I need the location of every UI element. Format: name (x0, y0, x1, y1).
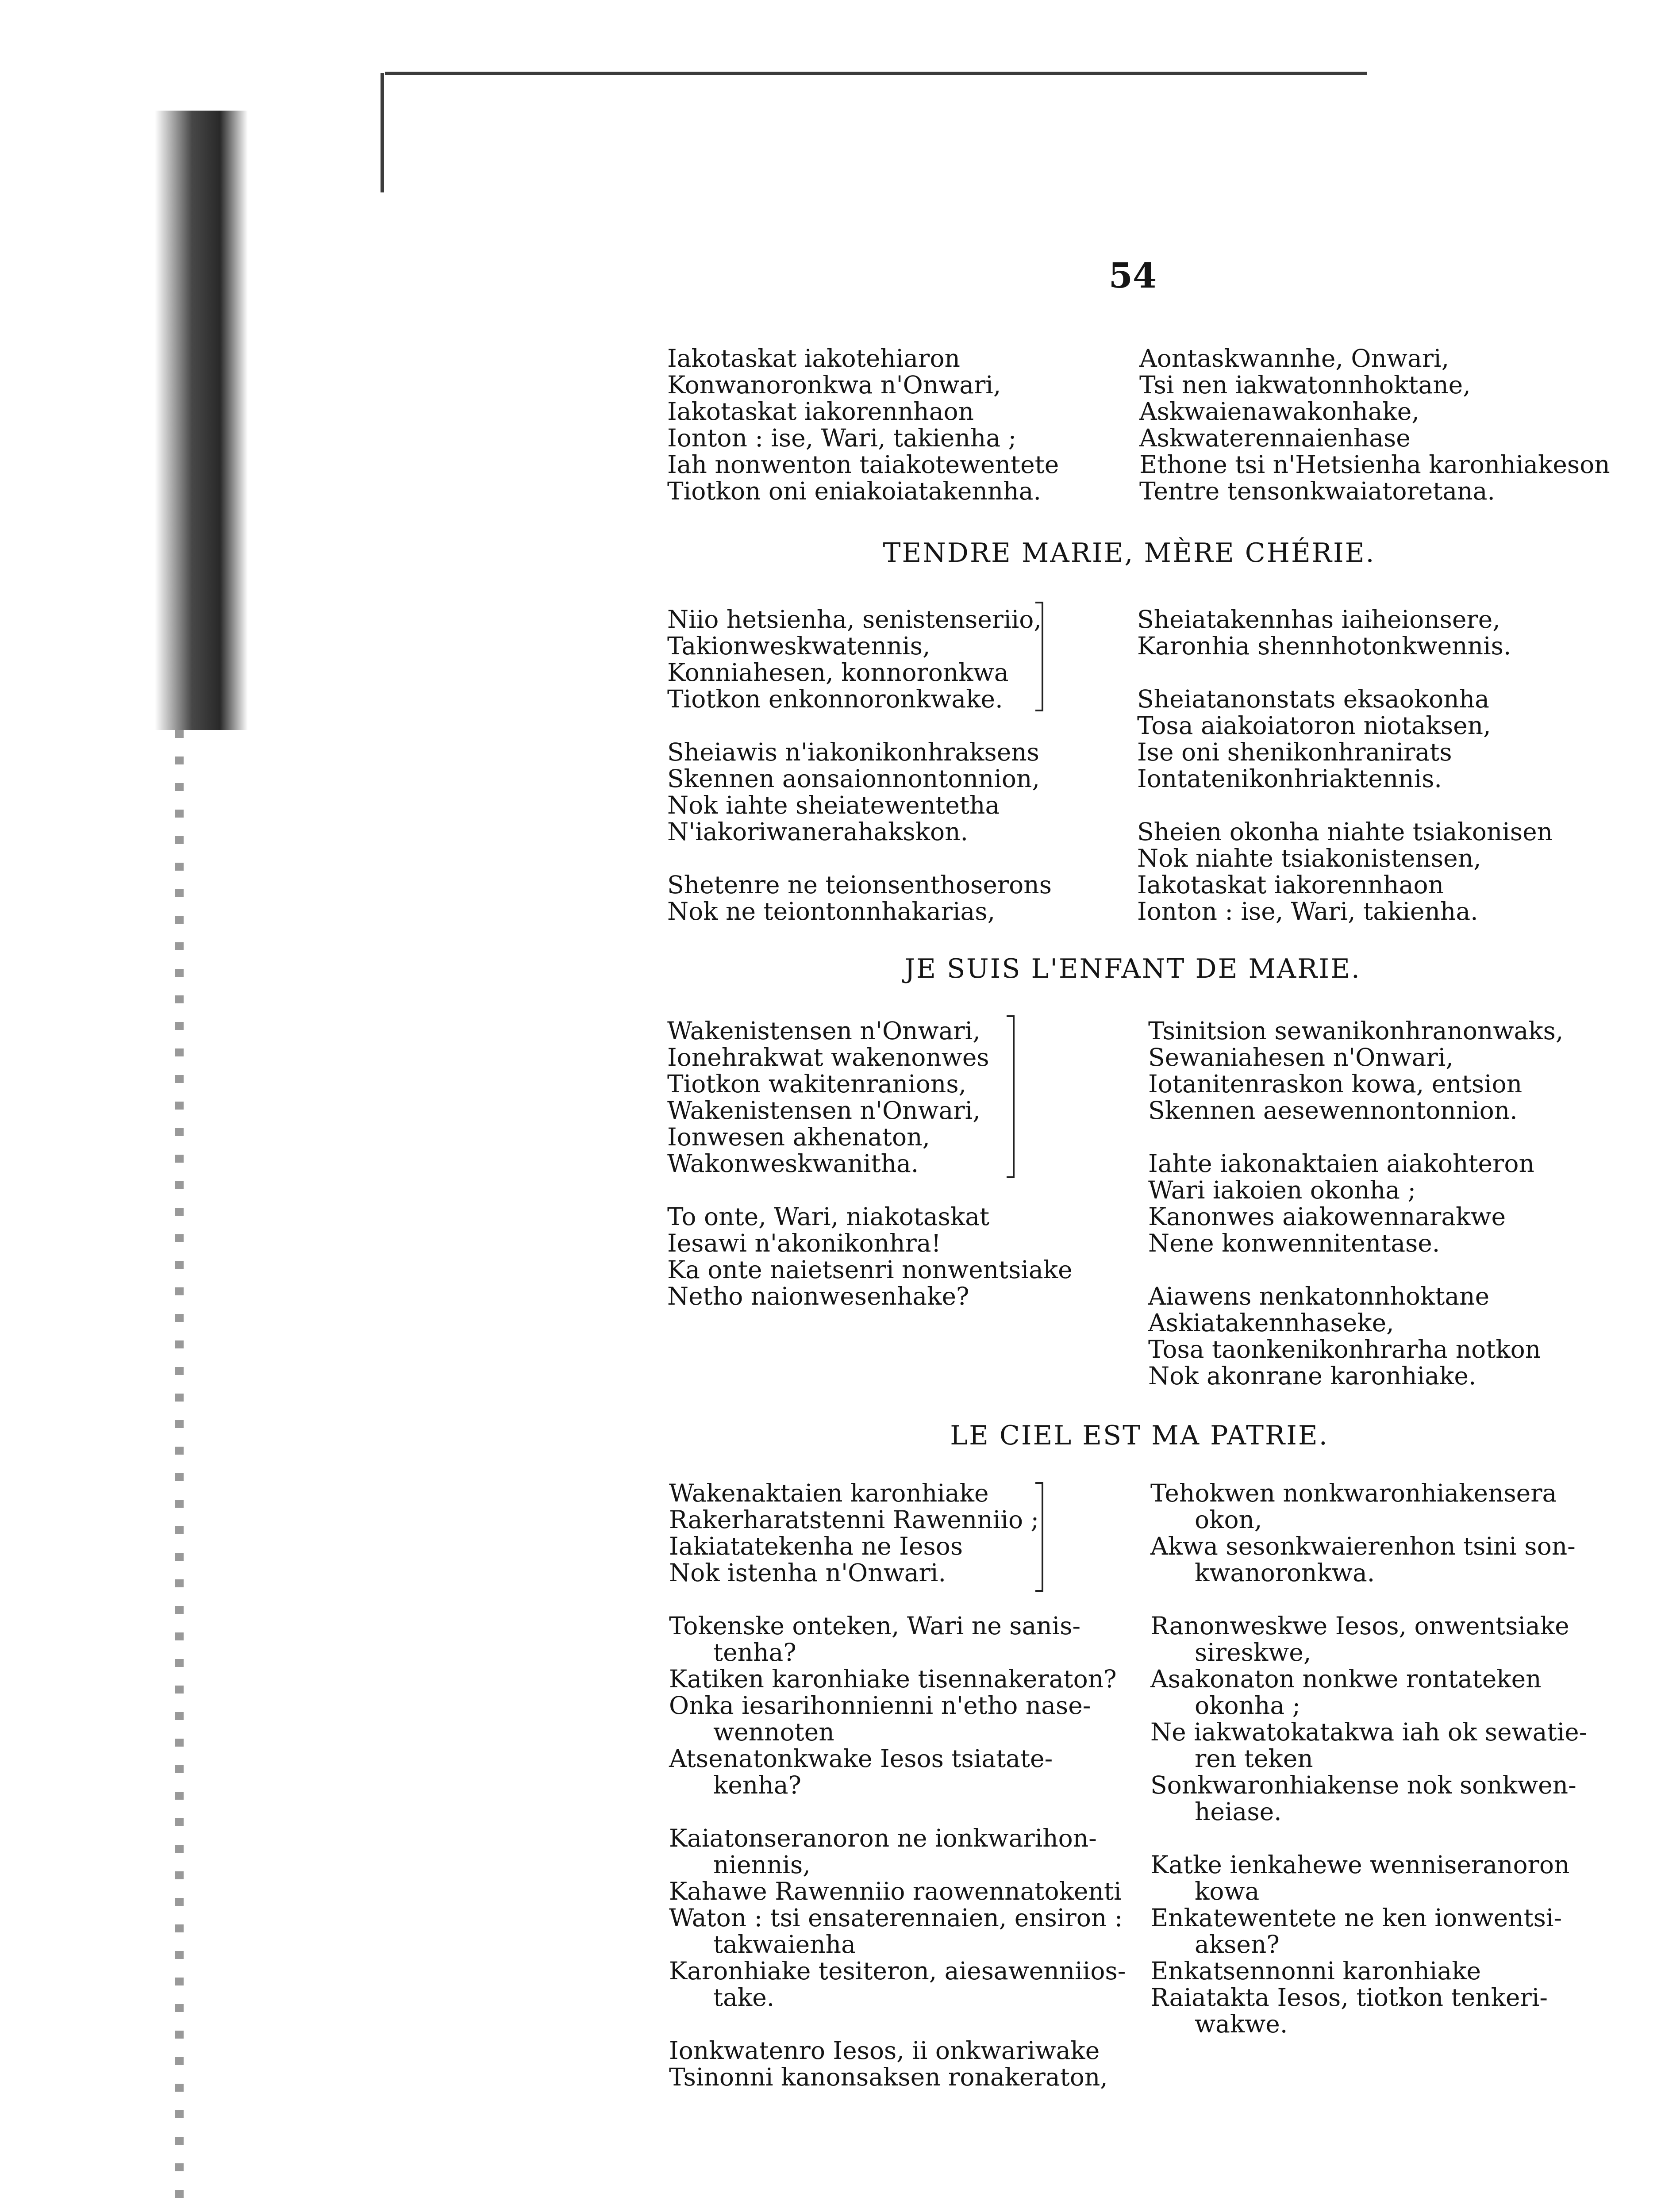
stanza (1150, 1613, 1587, 1825)
verse-line: Ka onte naietsenri nonwentsiake (667, 1256, 1073, 1284)
scan-edge-shadow (155, 111, 248, 730)
verse-line: Ionton : ise, Wari, takienha. (1137, 897, 1478, 926)
verse-line: sireskwe, (1195, 1638, 1311, 1667)
verse-line: aksen? (1195, 1930, 1280, 1959)
column-left (667, 606, 1052, 925)
verse-line: wakwe. (1195, 2010, 1288, 2038)
stanza (669, 1825, 1126, 2011)
verse-line: Kahawe Rawenniio raowennatokenti (669, 1877, 1122, 1905)
verse-line: okon, (1195, 1505, 1262, 1534)
verse-line: Wakenistensen n'Onwari, (667, 1096, 980, 1125)
verse-line: Iakiatatekenha ne Iesos (669, 1532, 963, 1560)
verse-line: Ethone tsi n'Hetsienha karonhiakeson (1139, 450, 1610, 479)
stanza (669, 1480, 1126, 1586)
verse-line: Skennen aonsaionnontonnion, (667, 764, 1040, 793)
verse-line: Sonkwaronhiakense nok sonkwen- (1150, 1771, 1576, 1799)
section-heading: LE CIEL EST MA PATRIE. (950, 1420, 1329, 1451)
column-right (1150, 1480, 1587, 2037)
stanza (1139, 345, 1610, 504)
stanza-gap (1150, 1586, 1587, 1613)
verse-line: Tosa taonkenikonhrarha notkon (1148, 1335, 1541, 1363)
verse-line: Nok akonrane karonhiake. (1148, 1362, 1476, 1390)
verse-line: wennoten (713, 1718, 834, 1746)
stanza-gap (667, 845, 1052, 872)
stanza (667, 606, 1052, 712)
verse-line: Karonhiake tesiteron, aiesawenniios- (669, 1957, 1126, 1985)
verse-line: Iahte iakonaktaien aiakohteron (1148, 1149, 1534, 1178)
stanza (667, 739, 1052, 845)
stanza-gap (1137, 792, 1553, 818)
stanza (1137, 606, 1553, 659)
verse-line: Askwaienawakonhake, (1139, 397, 1419, 426)
verse-line: Waton : tsi ensaterennaien, ensiron : (669, 1904, 1123, 1932)
verse-line: okonha ; (1195, 1691, 1301, 1720)
stanza (667, 872, 1052, 925)
stanza (1150, 1480, 1587, 1586)
verse-line: Tentre tensonkwaiatoretana. (1139, 477, 1495, 505)
verse-line: Ionkwatenro Iesos, ii onkwariwake (669, 2036, 1100, 2065)
stanza-gap (667, 1177, 1073, 1203)
stanza-gap (1148, 1124, 1563, 1150)
verse-line: Iah nonwenton taiakotewentete (667, 450, 1059, 479)
verse-line: kowa (1195, 1877, 1260, 1905)
verse-line: Askiatakennhaseke, (1148, 1309, 1394, 1337)
verse-line: Onka iesarihonnienni n'etho nase- (669, 1691, 1091, 1720)
verse-line: Asakonaton nonkwe rontateken (1150, 1665, 1542, 1693)
verse-line: Netho naionwesenhake? (667, 1282, 969, 1310)
refrain-brace (1007, 1015, 1015, 1178)
verse-line: Nok niahte tsiakonistensen, (1137, 844, 1481, 872)
verse-line: takwaienha (713, 1930, 856, 1959)
verse-line: tenha? (713, 1638, 796, 1667)
verse-line: Wari iakoien okonha ; (1148, 1176, 1416, 1204)
section-heading: TENDRE MARIE, MÈRE CHÉRIE. (883, 538, 1376, 568)
stanza-gap (669, 1798, 1126, 1825)
verse-line: Iesawi n'akonikonhra! (667, 1229, 941, 1257)
verse-line: niennis, (713, 1851, 811, 1879)
verse-line: ren teken (1195, 1744, 1313, 1773)
verse-line: Iontatenikonhriaktennis. (1137, 764, 1442, 793)
verse-line: Iotanitenraskon kowa, entsion (1148, 1070, 1523, 1098)
verse-line: Tiotkon oni eniakoiatakennha. (667, 477, 1041, 505)
scan-top-rule (385, 72, 1367, 75)
verse-line: Shetenre ne teionsenthoserons (667, 871, 1052, 899)
verse-line: Wakonweskwanitha. (667, 1149, 919, 1178)
verse-line: Aontaskwannhe, Onwari, (1139, 344, 1450, 373)
verse-line: Konniahesen, konnoronkwa (667, 658, 1009, 687)
verse-line: Ionehrakwat wakenonwes (667, 1043, 989, 1071)
verse-line: Raiatakta Iesos, tiotkon tenkeri- (1150, 1983, 1548, 2012)
verse-line: Atsenatonkwake Iesos tsiatate- (669, 1744, 1053, 1773)
stanza (669, 1613, 1126, 1798)
stanza (1148, 1018, 1563, 1124)
verse-line: Tosa aiakoiatoron niotaksen, (1137, 711, 1491, 740)
verse-line: Katke ienkahewe wenniseranoron (1150, 1851, 1570, 1879)
scan-edge-streak (175, 730, 184, 2212)
stanza-gap (1150, 1825, 1587, 1851)
verse-line: Tehokwen nonkwaronhiakensera (1150, 1479, 1557, 1507)
verse-line: Sheien okonha niahte tsiakonisen (1137, 818, 1553, 846)
stanza-gap (669, 1586, 1126, 1613)
verse-line: take. (713, 1983, 775, 2012)
verse-line: Kanonwes aiakowennarakwe (1148, 1202, 1506, 1231)
verse-line: Wakenaktaien karonhiake (669, 1479, 989, 1507)
verse-line: Kaiatonseranoron ne ionkwarihon- (669, 1824, 1097, 1852)
stanza (1148, 1283, 1563, 1389)
verse-line: Sewaniahesen n'Onwari, (1148, 1043, 1453, 1071)
verse-line: Sheiatanonstats eksaokonha (1137, 685, 1489, 713)
verse-line: Niio hetsienha, senistenseriio, (667, 605, 1042, 634)
verse-line: heiase. (1195, 1797, 1282, 1826)
stanza-gap (669, 2011, 1126, 2037)
verse-line: Iakotaskat iakorennhaon (1137, 871, 1444, 899)
verse-line: Ionton : ise, Wari, takienha ; (667, 424, 1017, 452)
verse-line: Tsinitsion sewanikonhranonwaks, (1148, 1017, 1564, 1045)
verse-line: Wakenistensen n'Onwari, (667, 1017, 980, 1045)
verse-line: Tiotkon wakitenranions, (667, 1070, 967, 1098)
stanza (1137, 818, 1553, 925)
stanza (667, 345, 1059, 504)
section-heading: JE SUIS L'ENFANT DE MARIE. (904, 953, 1361, 984)
verse-line: Tsi nen iakwatonnhoktane, (1139, 371, 1471, 399)
verse-line: Rakerharatstenni Rawenniio ; (669, 1505, 1039, 1534)
verse-line: Enkatewentete ne ken ionwentsi- (1150, 1904, 1562, 1932)
verse-line: Nok istenha n'Onwari. (669, 1559, 946, 1587)
verse-line: Tokenske onteken, Wari ne sanis- (669, 1612, 1081, 1640)
verse-line: Enkatsennonni karonhiake (1150, 1957, 1481, 1985)
verse-line: N'iakoriwanerahakskon. (667, 818, 968, 846)
verse-line: Konwanoronkwa n'Onwari, (667, 371, 1001, 399)
stanza-gap (1148, 1256, 1563, 1283)
verse-line: Akwa sesonkwaierenhon tsini son- (1150, 1532, 1576, 1560)
stanza (669, 2037, 1126, 2090)
verse-line: Ionwesen akhenaton, (667, 1123, 930, 1151)
verse-line: Ranonweskwe Iesos, onwentsiake (1150, 1612, 1569, 1640)
refrain-brace (1035, 602, 1043, 711)
verse-line: Sheiatakennhas iaiheionsere, (1137, 605, 1500, 634)
verse-line: Nene konwennitentase. (1148, 1229, 1440, 1257)
column-left (669, 1480, 1126, 2090)
verse-line: Takionweskwatennis, (667, 632, 930, 660)
refrain-brace (1035, 1482, 1043, 1592)
verse-line: To onte, Wari, niakotaskat (667, 1202, 990, 1231)
verse-line: Katiken karonhiake tisennakeraton? (669, 1665, 1117, 1693)
verse-line: Nok ne teiontonnhakarias, (667, 897, 996, 926)
column-right (1139, 345, 1610, 504)
stanza-gap (667, 712, 1052, 739)
verse-line: Sheiawis n'iakonikonhraksens (667, 738, 1039, 766)
verse-line: Nok iahte sheiatewentetha (667, 791, 1000, 819)
stanza (667, 1203, 1073, 1310)
verse-line: Skennen aesewennontonnion. (1148, 1096, 1518, 1125)
column-right (1148, 1018, 1563, 1389)
verse-line: Iakotaskat iakorennhaon (667, 397, 974, 426)
verse-line: Aiawens nenkatonnhoktane (1148, 1282, 1490, 1310)
verse-line: Ne iakwatokatakwa iah ok sewatie- (1150, 1718, 1588, 1746)
stanza-gap (1137, 659, 1553, 686)
page-number: 54 (1108, 256, 1157, 296)
verse-line: Ise oni shenikonhranirats (1137, 738, 1452, 766)
scan-corner-bracket (381, 73, 384, 192)
verse-line: kenha? (713, 1771, 801, 1799)
verse-line: Tiotkon enkonnoronkwake. (667, 685, 1003, 713)
verse-line: Karonhia shennhotonkwennis. (1137, 632, 1511, 660)
verse-line: Askwaterennaienhase (1139, 424, 1411, 452)
column-right (1137, 606, 1553, 925)
verse-line: Iakotaskat iakotehiaron (667, 344, 960, 373)
column-left (667, 345, 1059, 504)
stanza (1148, 1150, 1563, 1256)
verse-line: kwanoronkwa. (1195, 1559, 1375, 1587)
verse-line: Tsinonni kanonsaksen ronakeraton, (669, 2063, 1108, 2091)
stanza (1150, 1851, 1587, 2037)
stanza (1137, 686, 1553, 792)
